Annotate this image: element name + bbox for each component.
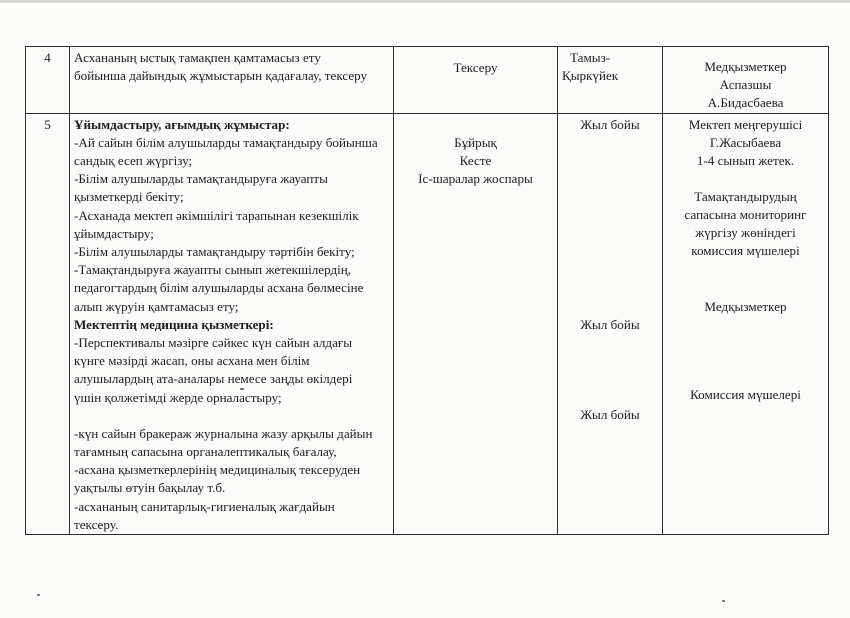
row-number: 4 — [26, 47, 70, 114]
scan-speck — [37, 594, 40, 596]
period-line: Тамыз- — [570, 50, 611, 65]
content-line: -күн сайын бракераж журналына жазу арқылы дайын — [74, 425, 373, 441]
method-line: Бұйрық — [454, 134, 497, 150]
content-line: алып жүруін қамтамасыз ету; — [74, 298, 239, 314]
content-line: алушылардың ата-аналары немесе заңды өкілдері — [74, 371, 353, 387]
row-content — [70, 47, 394, 114]
row-method — [394, 47, 558, 114]
responsible-line: комиссия мүшелері — [691, 242, 800, 258]
responsible-line: жүргізу жөніндегі — [695, 224, 796, 240]
responsible-line: Тамақтандырудың — [694, 188, 797, 204]
row-method — [394, 113, 558, 534]
content-line: күнге мәзірді жасап, оны асхана мен білім — [74, 353, 310, 369]
plan-table — [25, 46, 829, 535]
method-line: Кесте — [459, 152, 492, 168]
content-line: тексеру. — [74, 516, 119, 532]
content-line: -асхана қызметкерлерінің медициналық тексеруден — [74, 462, 361, 478]
content-line: уақтылы өтуін бақылау т.б. — [74, 480, 226, 496]
row-responsible — [663, 113, 829, 534]
content-line: -Тамақтандыруға жауапты сынып жетекшілердің, — [74, 262, 352, 278]
content-line: бойынша дайындық жұмыстарын қадағалау, тексеру — [74, 68, 368, 84]
content-line: ұйымдастыру; — [74, 225, 154, 241]
content-line: -Ай сайын білім алушыларды тамақтандыру бойынша — [74, 134, 378, 150]
content-line: -Білім алушыларды тамақтандыру тәртібін бекіту; — [74, 244, 355, 260]
row-responsible — [663, 47, 829, 114]
period-text: Жыл бойы — [580, 316, 640, 332]
section-heading: Ұйымдастыру, ағымдық жұмыстар: — [74, 116, 290, 132]
content-line: Асхананың ыстық тамақпен қамтамасыз ету — [74, 50, 321, 65]
scan-edge — [0, 0, 850, 3]
table-row-4 — [26, 47, 829, 114]
content-line: сандық есеп жүргізу; — [74, 153, 193, 169]
responsible-line: А.Бидасбаева — [707, 95, 784, 111]
period-text: Жыл бойы — [580, 116, 640, 132]
section-subheading: Мектептің медицина қызметкері: — [74, 316, 274, 332]
method-line: Іс-шаралар жоспары — [418, 171, 533, 187]
content-line: -Асханада мектеп әкімшілігі тарапынан кезекшілік — [74, 207, 359, 223]
content-line: -Білім алушыларды тамақтандыруға жауапты — [74, 171, 328, 187]
responsible-text: Комиссия мүшелері — [690, 386, 801, 402]
responsible-line: 1-4 сынып жетек. — [696, 152, 795, 168]
content-line: педагогтардың білім алушыларды асхана бөлмесіне — [74, 280, 364, 296]
table-row-5 — [26, 113, 829, 534]
responsible-line: Г.Жасыбаева — [709, 134, 782, 150]
responsible-line: сапасына мониторинг — [684, 206, 807, 222]
scan-speck — [240, 388, 244, 390]
responsible-text: Медқызметкер — [704, 298, 787, 314]
responsible-line: Аспазшы — [719, 77, 772, 93]
responsible-line: Мектеп меңгерушісі — [688, 116, 803, 132]
row-period — [558, 47, 663, 114]
period-line: Қыркүйек — [562, 68, 619, 84]
responsible-line: Медқызметкер — [704, 59, 787, 74]
content-line: -асхананың санитарлық-гигиеналық жағдайын — [74, 498, 335, 514]
content-line: -Перспективалы мәзірге сәйкес күн сайын алдағы — [74, 335, 353, 351]
content-line: үшін қолжетімді жерде орналастыру; — [74, 389, 282, 405]
row-number: 5 — [26, 113, 70, 534]
spacer — [74, 407, 389, 425]
content-line: қызметкерді бекіту; — [74, 189, 184, 205]
scan-speck — [722, 600, 725, 602]
row-content — [70, 113, 394, 534]
period-text: Жыл бойы — [580, 406, 640, 422]
content-line: тағамның сапасына органалептикалық бағалау, — [74, 444, 337, 460]
row-period — [558, 113, 663, 534]
method-text: Тексеру — [453, 60, 498, 75]
